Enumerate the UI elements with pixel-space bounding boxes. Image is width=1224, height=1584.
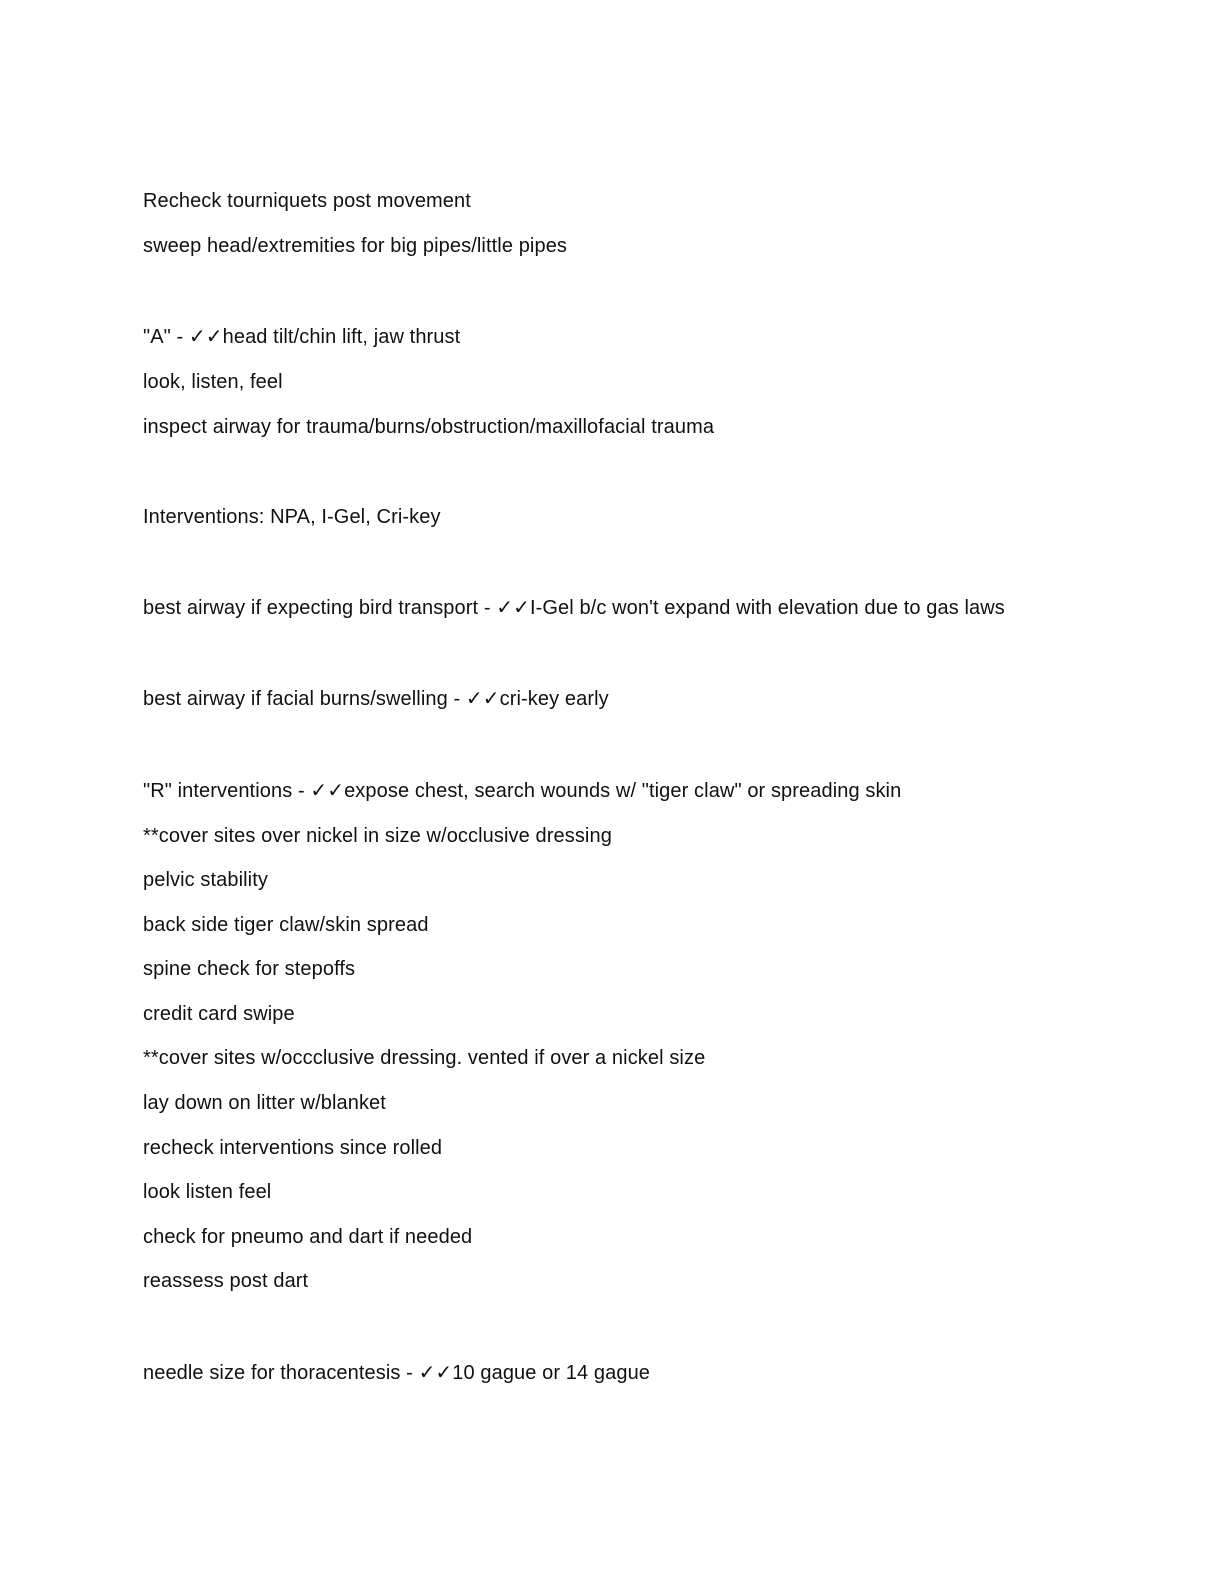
text-line: Interventions: NPA, I-Gel, Cri-key <box>143 506 441 528</box>
text-line: look, listen, feel <box>143 371 283 393</box>
text-line: spine check for stepoffs <box>143 958 356 980</box>
text-line: sweep head/extremities for big pipes/little pipes <box>143 235 568 257</box>
text-line: "A" - ✓✓head tilt/chin lift, jaw thrust <box>143 326 461 348</box>
text-line: "R" interventions - ✓✓expose chest, search wounds w/ "tiger claw" or spreading skin <box>143 780 902 802</box>
text-line: best airway if facial burns/swelling - ✓✓cri-key early <box>143 688 609 710</box>
text-line: back side tiger claw/skin spread <box>143 914 429 936</box>
text-line: lay down on litter w/blanket <box>143 1092 386 1114</box>
text-line: Recheck tourniquets post movement <box>143 190 471 212</box>
text-line: best airway if expecting bird transport - ✓✓I-Gel b/c won't expand with elevation due to gas laws <box>143 597 1005 619</box>
text-line: look listen feel <box>143 1181 272 1203</box>
text-line: **cover sites over nickel in size w/occlusive dressing <box>143 825 612 847</box>
text-line: needle size for thoracentesis - ✓✓10 gague or 14 gague <box>143 1362 651 1384</box>
text-line: pelvic stability <box>143 869 268 891</box>
text-line: reassess post dart <box>143 1270 309 1292</box>
text-line: **cover sites w/occclusive dressing. vented if over a nickel size <box>143 1047 706 1069</box>
text-line: recheck interventions since rolled <box>143 1137 443 1159</box>
text-line: check for pneumo and dart if needed <box>143 1226 473 1248</box>
text-line: credit card swipe <box>143 1003 295 1025</box>
text-line: inspect airway for trauma/burns/obstruction/maxillofacial trauma <box>143 416 715 438</box>
